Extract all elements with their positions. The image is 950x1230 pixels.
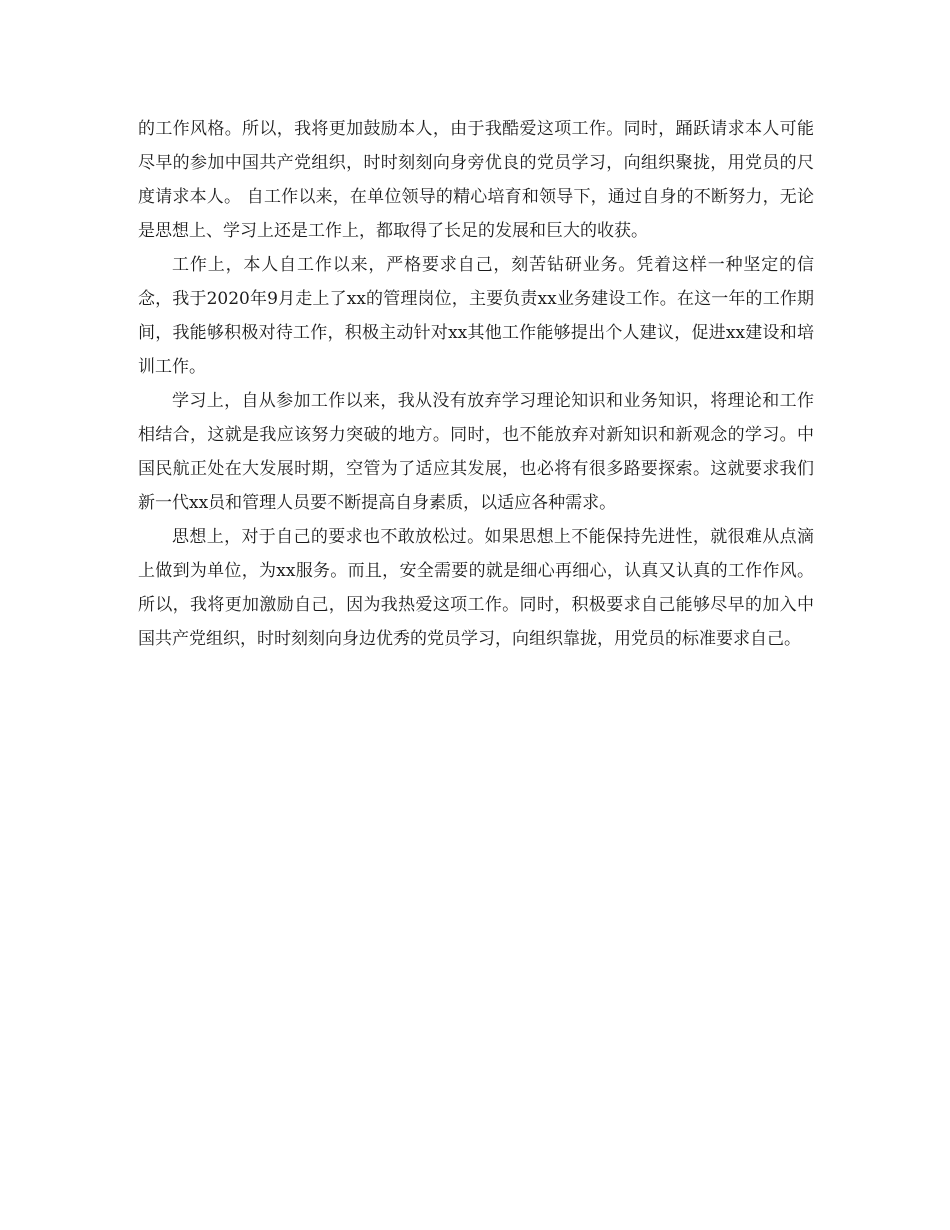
paragraph-study: 学习上，自从参加工作以来，我从没有放弃学习理论知识和业务知识，将理论和工作相结合，这就是我应该努力突破的地方。同时，也不能放弃对新知识和新观念的学习。中国民航正处在大发展时期，空管为了适应其发展，也必将有很多路要探索。这就要求我们新一代xx员和管理人员要不断提高自身素质，以适应各种需求。	[138, 391, 814, 513]
document-body	[138, 112, 814, 656]
paragraph-thought: 思想上，对于自己的要求也不敢放松过。如果思想上不能保持先进性，就很难从点滴上做到为单位，为xx服务。而且，安全需要的就是细心再细心，认真又认真的工作作风。所以，我将更加激励自己，因为我热爱这项工作。同时，积极要求自己能够尽早的加入中国共产党组织，时时刻刻向身边优秀的党员学习，向组织靠拢，用党员的标准要求自己。	[138, 527, 814, 649]
paragraph-continuation: 的工作风格。所以，我将更加鼓励本人，由于我酷爱这项工作。同时，踊跃请求本人可能尽早的参加中国共产党组织，时时刻刻向身旁优良的党员学习，向组织聚拢，用党员的尺度请求本人。 自工作以来，在单位领导的精心培育和领导下，通过自身的不断努力，无论是思想上、学习上还是工作上，都取得了长足的发展和巨大的收获。	[138, 119, 814, 241]
paragraph-work: 工作上，本人自工作以来，严格要求自己，刻苦钻研业务。凭着这样一种坚定的信念，我于2020年9月走上了xx的管理岗位，主要负责xx业务建设工作。在这一年的工作期间，我能够积极对待工作，积极主动针对xx其他工作能够提出个人建议，促进xx建设和培训工作。	[138, 255, 814, 377]
